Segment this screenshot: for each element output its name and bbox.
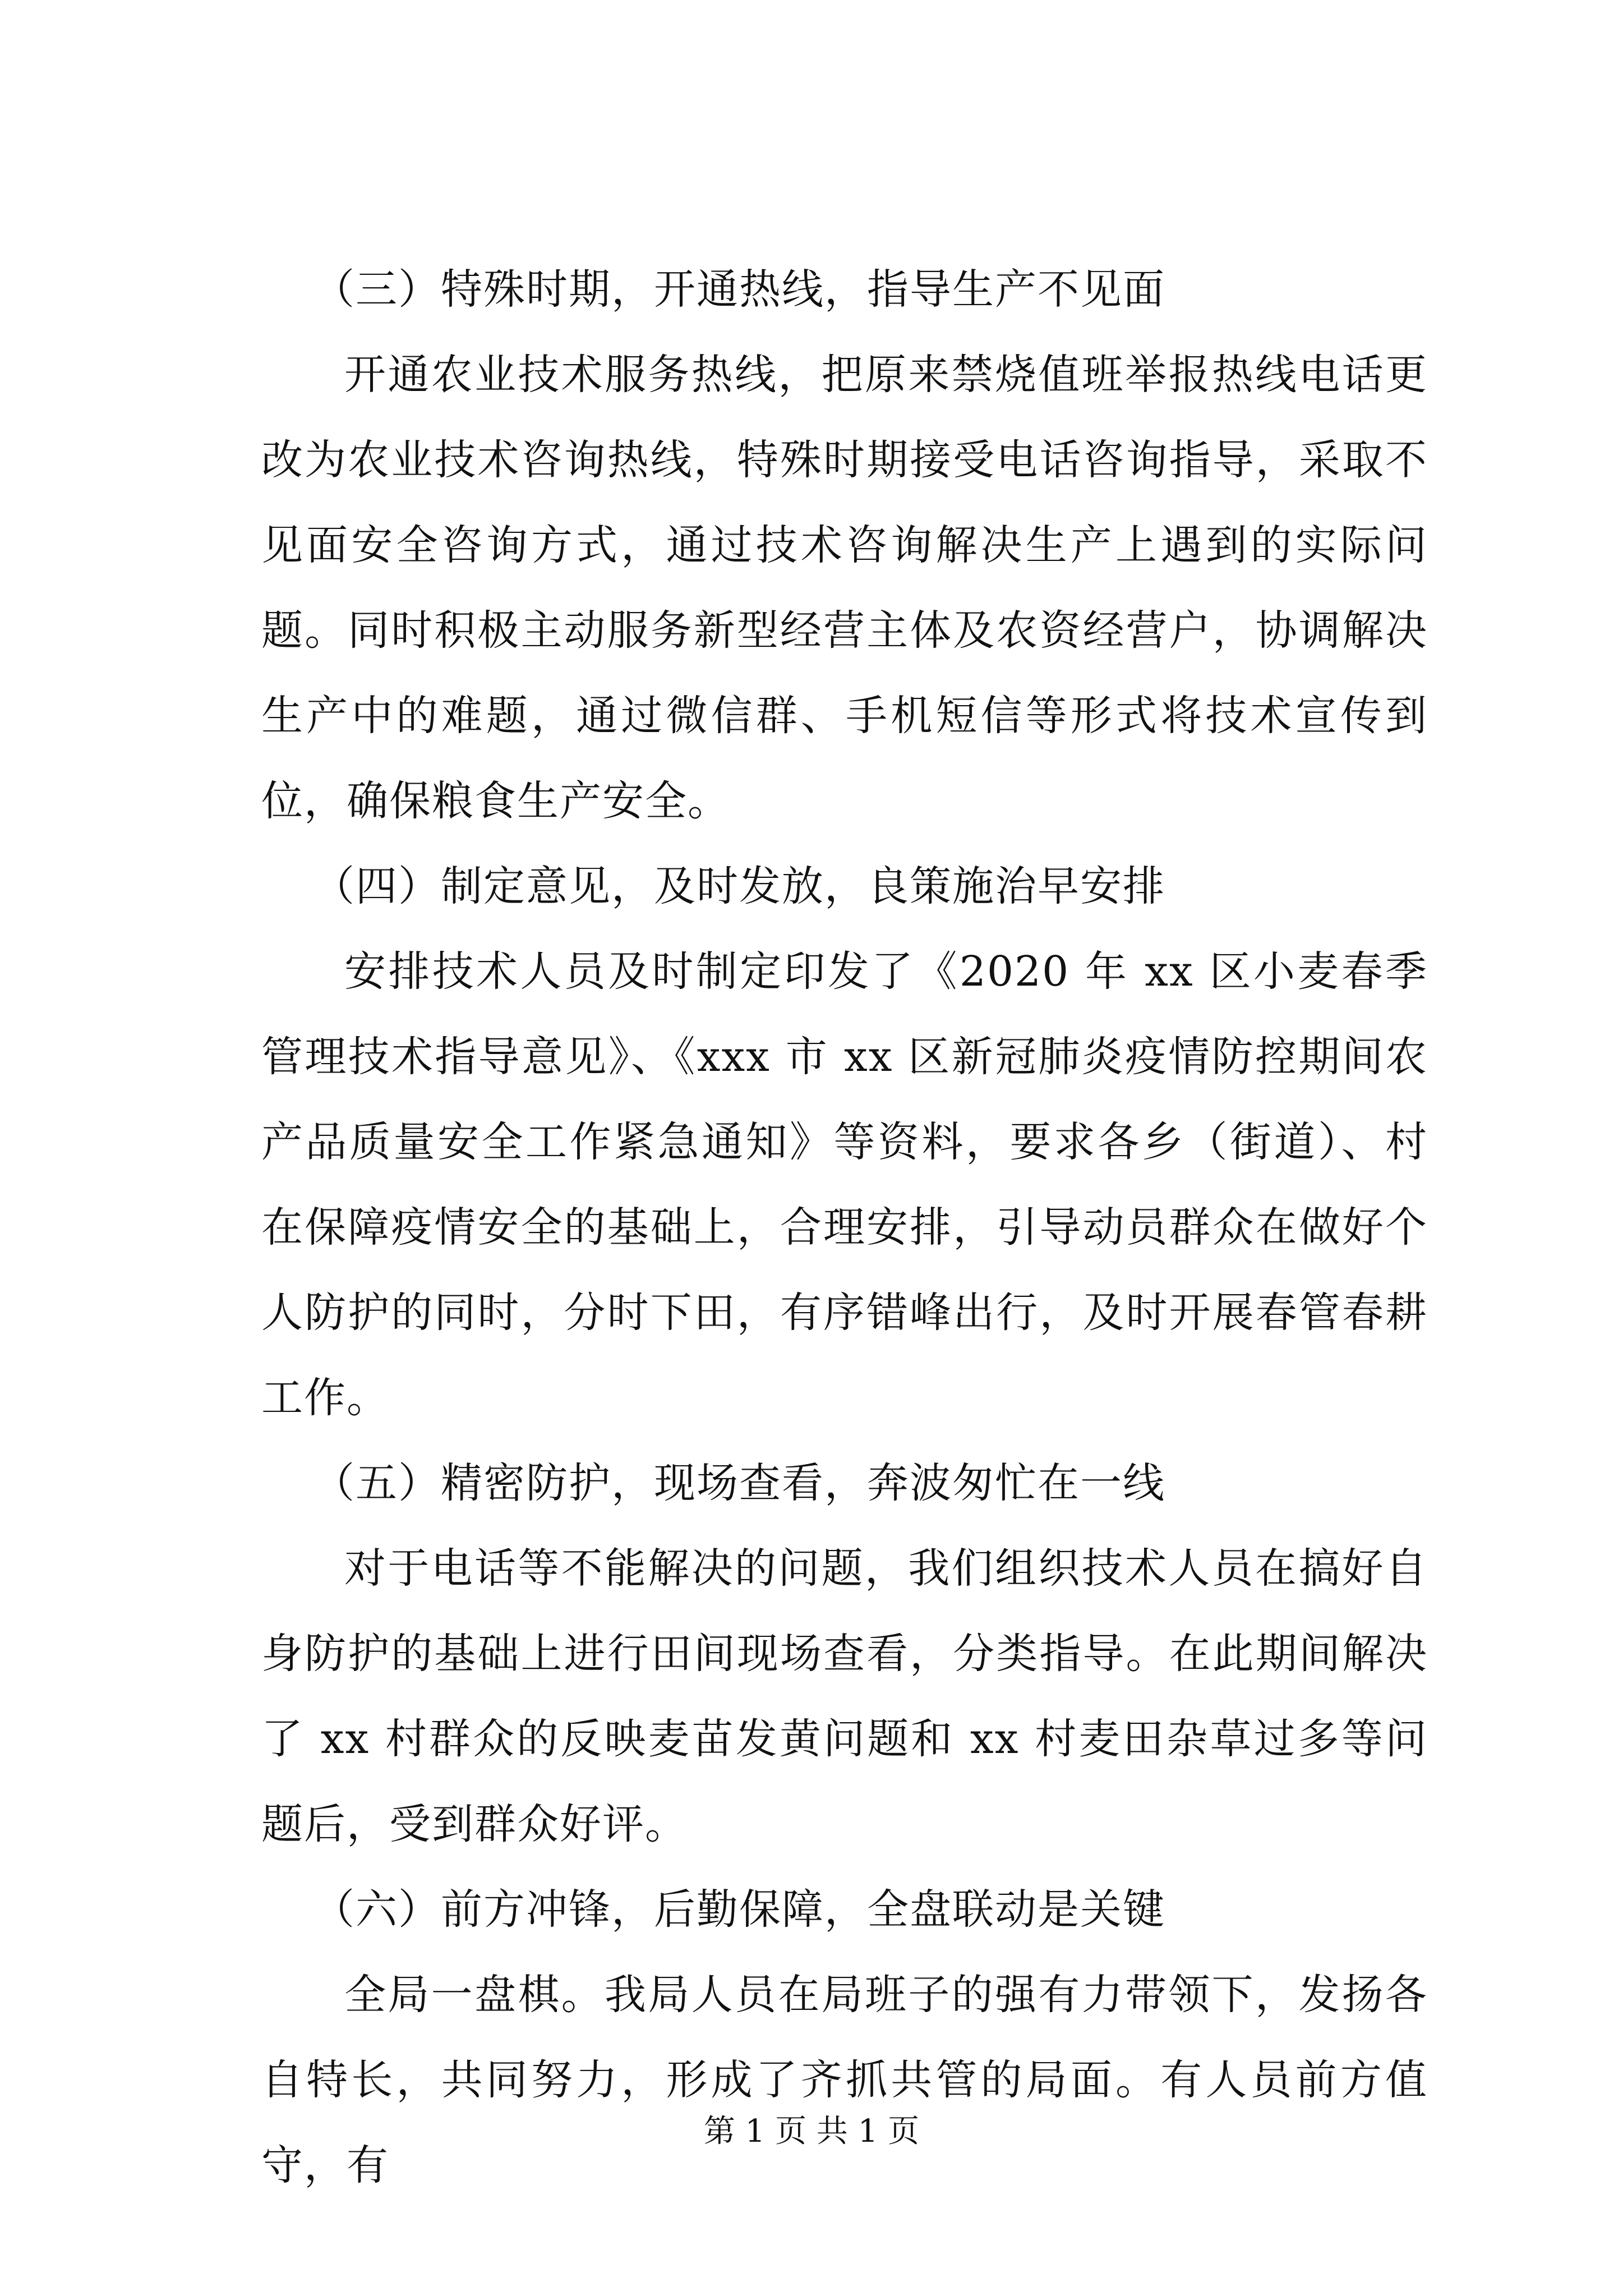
section-paragraph-4: 安排技术人员及时制定印发了《2020 年 xx 区小麦春季管理技术指导意见》、《xxx 市 xx 区新冠肺炎疫情防控期间农产品质量安全工作紧急通知》等资料，要求各乡（街道）、村在保障疫情安全的基础上，合理安排，引导动员群众在做好个人防护的同时，分时下田，有序错峰出行，及时开展春管春耕工作。 [261,947,1428,1422]
page-footer: 第 1 页 共 1 页 [703,2113,920,2150]
section-heading-4: （四）制定意见，及时发放，良策施治早安排 [313,862,1165,910]
section-paragraph-6: 全局一盘棋。我局人员在局班子的强有力带领下，发扬各自特长，共同努力，形成了齐抓共管的局面。有人员前方值守，有 [261,1971,1428,2189]
section-paragraph-3: 开通农业技术服务热线，把原来禁烧值班举报热线电话更改为农业技术咨询热线，特殊时期接受电话咨询指导，采取不见面安全咨询方式，通过技术咨询解决生产上遇到的实际问题。同时积极主动服务新型经营主体及农资经营户，协调解决生产中的难题，通过微信群、手机短信等形式将技术宣传到位，确保粮食生产安全。 [261,351,1428,825]
document-body [261,247,1428,2208]
section-heading-3: （三）特殊时期，开通热线，指导生产不见面 [313,265,1165,314]
section-paragraph-5: 对于电话等不能解决的问题，我们组织技术人员在搞好自身防护的基础上进行田间现场查看，分类指导。在此期间解决了 xx 村群众的反映麦苗发黄问题和 xx 村麦田杂草过多等问题后，受到群众好评。 [261,1544,1428,1848]
section-heading-6: （六）前方冲锋，后勤保障，全盘联动是关键 [313,1885,1165,1934]
section-heading-5: （五）精密防护，现场查看，奔波匆忙在一线 [313,1459,1165,1507]
